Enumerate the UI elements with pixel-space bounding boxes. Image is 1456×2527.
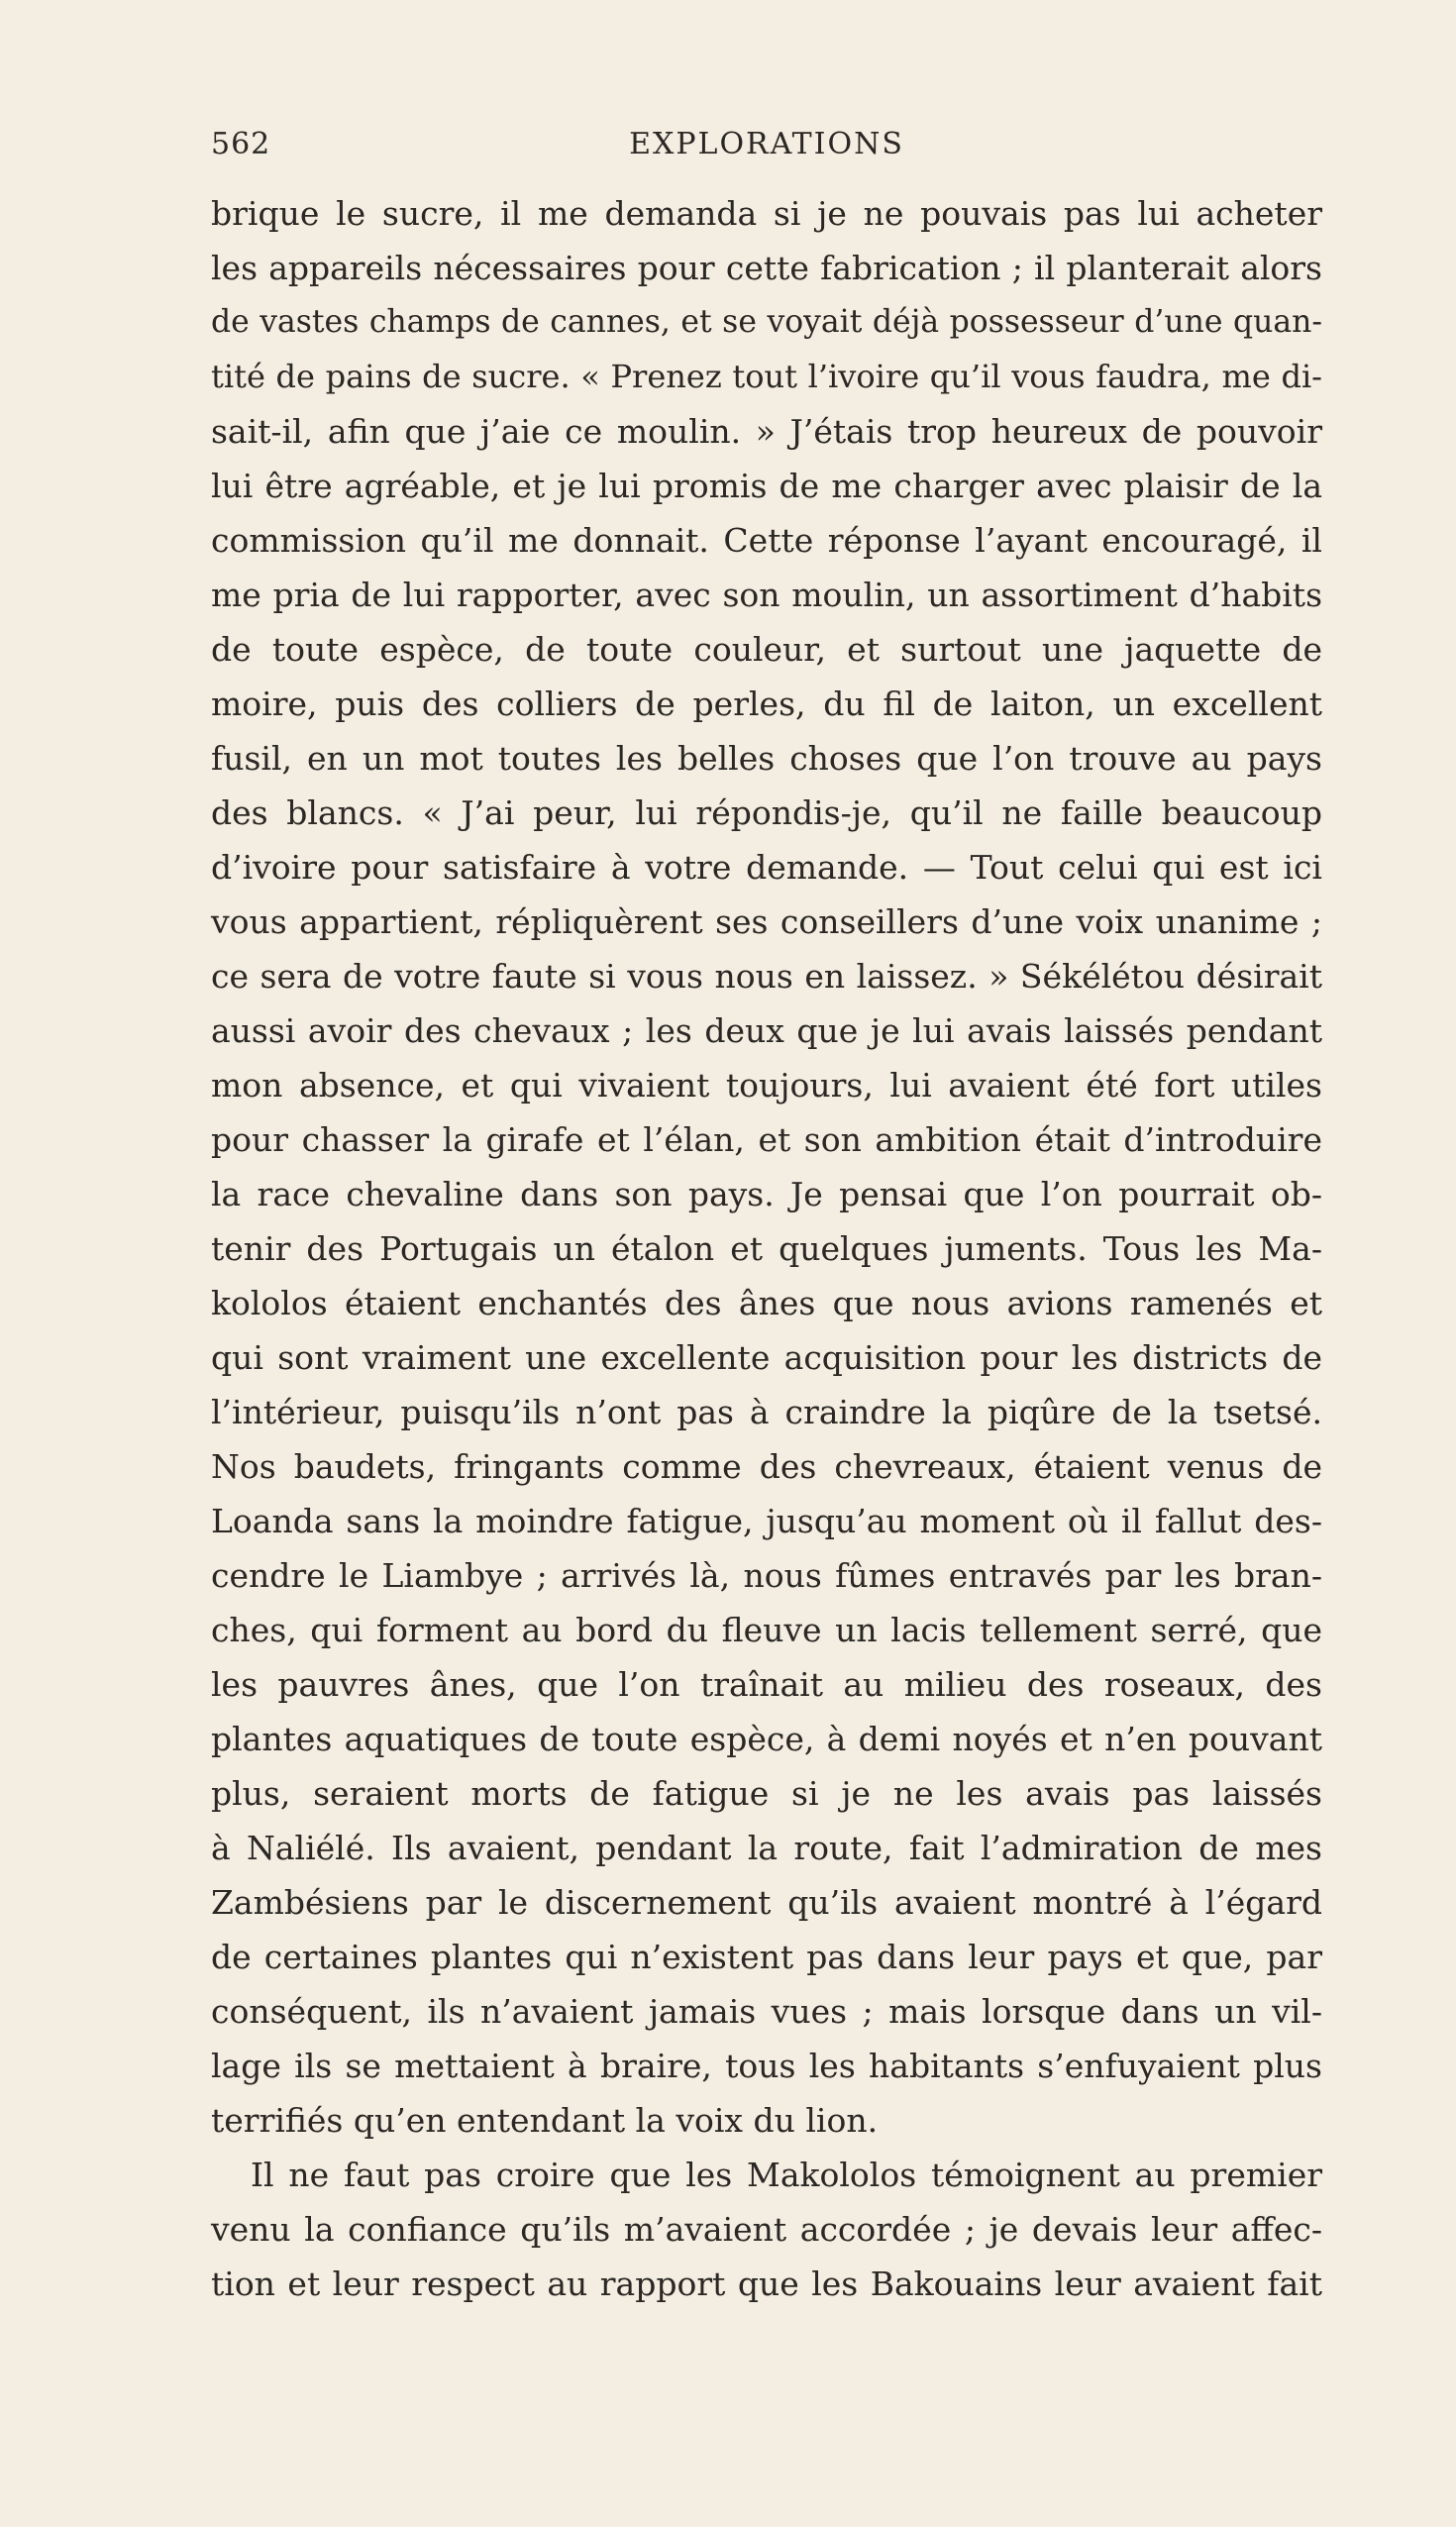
page-header xyxy=(211,127,1322,170)
text-line: Loanda sans la moindre fatigue, jusqu’au moment où il fallut des- xyxy=(211,1502,1322,1540)
text-line: les appareils nécessaires pour cette fabrication ; il planterait alors xyxy=(211,249,1322,287)
text-line: des blancs. « J’ai peur, lui répondis-je, qu’il ne faille beaucoup xyxy=(211,793,1322,832)
text-line: de toute espèce, de toute couleur, et surtout une jaquette de xyxy=(211,630,1322,669)
text-line: Nos baudets, fringants comme des chevreaux, étaient venus de xyxy=(211,1447,1322,1486)
text-line: tenir des Portugais un étalon et quelques juments. Tous les Ma- xyxy=(211,1229,1322,1268)
text-line: vous appartient, répliquèrent ses conseillers d’une voix unanime ; xyxy=(211,902,1322,941)
text-line: lui être agréable, et je lui promis de me charger avec plaisir de la xyxy=(211,467,1322,505)
text-line: brique le sucre, il me demanda si je ne pouvais pas lui acheter xyxy=(211,194,1322,233)
body-text xyxy=(211,186,1322,2311)
text-line: commission qu’il me donnait. Cette réponse l’ayant encouragé, il xyxy=(211,521,1322,560)
text-line: mon absence, et qui vivaient toujours, lui avaient été fort utiles xyxy=(211,1066,1322,1105)
text-line: me pria de lui rapporter, avec son moulin, un assortiment d’habits xyxy=(211,576,1322,614)
text-line: kololos étaient enchantés des ânes que nous avions ramenés et xyxy=(211,1284,1322,1322)
text-line: sait-il, afin que j’aie ce moulin. » J’étais trop heureux de pouvoir xyxy=(211,412,1322,451)
text-line: ches, qui forment au bord du fleuve un lacis tellement serré, que xyxy=(211,1611,1322,1649)
text-line: plus, seraient morts de fatigue si je ne les avais pas laissés xyxy=(211,1774,1322,1813)
text-line: cendre le Liambye ; arrivés là, nous fûmes entravés par les bran- xyxy=(211,1556,1322,1595)
text-line: conséquent, ils n’avaient jamais vues ; mais lorsque dans un vil- xyxy=(211,1992,1322,2031)
text-line: Il ne faut pas croire que les Makololos témoignent au premier xyxy=(251,2156,1322,2194)
text-line: d’ivoire pour satisfaire à votre demande. — Tout celui qui est ici xyxy=(211,848,1322,887)
text-line: tion et leur respect au rapport que les Bakouains leur avaient fait xyxy=(211,2264,1322,2303)
text-line: à Naliélé. Ils avaient, pendant la route, fait l’admiration de mes xyxy=(211,1829,1322,1867)
text-line: venu la confiance qu’ils m’avaient accordée ; je devais leur affec- xyxy=(211,2210,1322,2249)
text-line: lage ils se mettaient à braire, tous les habitants s’enfuyaient plus xyxy=(211,2047,1322,2085)
text-line: de certaines plantes qui n’existent pas dans leur pays et que, par xyxy=(211,1938,1322,1976)
text-line: tité de pains de sucre. « Prenez tout l’ivoire qu’il vous faudra, me di- xyxy=(211,358,1322,395)
running-title: EXPLORATIONS xyxy=(629,127,904,161)
text-line: aussi avoir des chevaux ; les deux que je lui avais laissés pendant xyxy=(211,1011,1322,1050)
text-line: l’intérieur, puisqu’ils n’ont pas à craindre la piqûre de la tsetsé. xyxy=(211,1393,1322,1431)
text-line: la race chevaline dans son pays. Je pensai que l’on pourrait ob- xyxy=(211,1175,1322,1213)
page-number: 562 xyxy=(211,127,271,161)
text-line: ce sera de votre faute si vous nous en laissez. » Sékélétou désirait xyxy=(211,957,1322,996)
text-line: qui sont vraiment une excellente acquisition pour les districts de xyxy=(211,1338,1322,1377)
text-line: moire, puis des colliers de perles, du fil de laiton, un excellent xyxy=(211,684,1322,723)
text-line: fusil, en un mot toutes les belles choses que l’on trouve au pays xyxy=(211,739,1322,778)
text-line: plantes aquatiques de toute espèce, à demi noyés et n’en pouvant xyxy=(211,1720,1322,1758)
text-line: de vastes champs de cannes, et se voyait déjà possesseur d’une quan- xyxy=(211,304,1322,340)
text-line: pour chasser la girafe et l’élan, et son ambition était d’introduire xyxy=(211,1120,1322,1159)
text-line: Zambésiens par le discernement qu’ils avaient montré à l’égard xyxy=(211,1883,1322,1922)
text-line: les pauvres ânes, que l’on traînait au milieu des roseaux, des xyxy=(211,1665,1322,1704)
text-line: terrifiés qu’en entendant la voix du lion. xyxy=(211,2101,879,2140)
